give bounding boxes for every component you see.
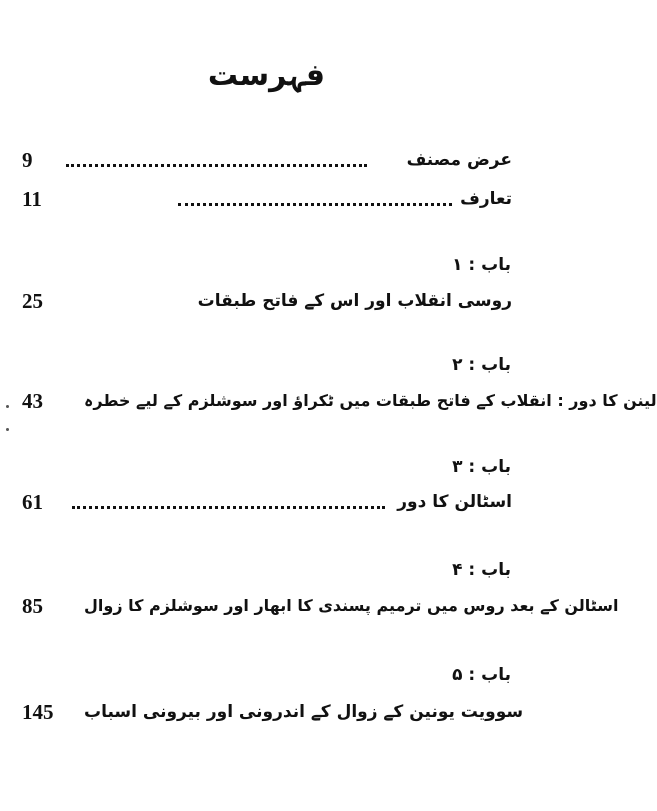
entry-title: اسٹالن کے بعد روس میں ترمیم پسندی کا ابھار اور سوشلزم کا زوال — [84, 596, 619, 615]
entry-title: لینن کا دور : انقلاب کے فاتح طبقات میں ٹکراؤ اور سوشلزم کے لیے خطرہ — [84, 391, 657, 410]
toc-entry-chapter-2 — [22, 386, 657, 414]
chapter-heading-2: باب : ۲ — [452, 355, 511, 375]
entry-title: سوویت یونین کے زوال کے اندرونی اور بیرونی اسباب — [84, 702, 524, 722]
scan-speck — [6, 428, 9, 431]
entry-title: تعارف — [460, 189, 512, 209]
page-number: 25 — [22, 289, 43, 313]
page-number: 61 — [22, 490, 43, 514]
entry-title: اسٹالن کا دور — [397, 492, 512, 512]
toc-entry-chapter-3 — [22, 487, 512, 515]
dot-leader — [72, 505, 385, 509]
page-title: فہرست — [207, 58, 326, 93]
chapter-heading-1: باب : ۱ — [452, 255, 511, 275]
chapter-heading-5: باب : ۵ — [452, 665, 511, 685]
chapter-heading-4: باب : ۴ — [452, 560, 511, 580]
toc-entry-introduction — [22, 184, 512, 212]
toc-entry-chapter-4 — [22, 591, 619, 619]
page-number: 11 — [22, 187, 42, 211]
chapter-heading-3: باب : ۳ — [452, 457, 511, 477]
dot-leader — [178, 202, 452, 206]
dot-leader — [66, 163, 367, 167]
page-number: 85 — [22, 594, 43, 618]
page-number: 9 — [22, 148, 33, 172]
page-number: 43 — [22, 389, 43, 413]
scan-speck — [6, 405, 9, 408]
page-number: 145 — [22, 700, 54, 724]
toc-entry-author-note — [22, 145, 512, 173]
toc-entry-chapter-5 — [22, 697, 524, 725]
toc-entry-chapter-1 — [22, 286, 512, 314]
entry-title: روسی انقلاب اور اس کے فاتح طبقات — [197, 291, 512, 311]
entry-title: عرض مصنف — [406, 150, 512, 170]
